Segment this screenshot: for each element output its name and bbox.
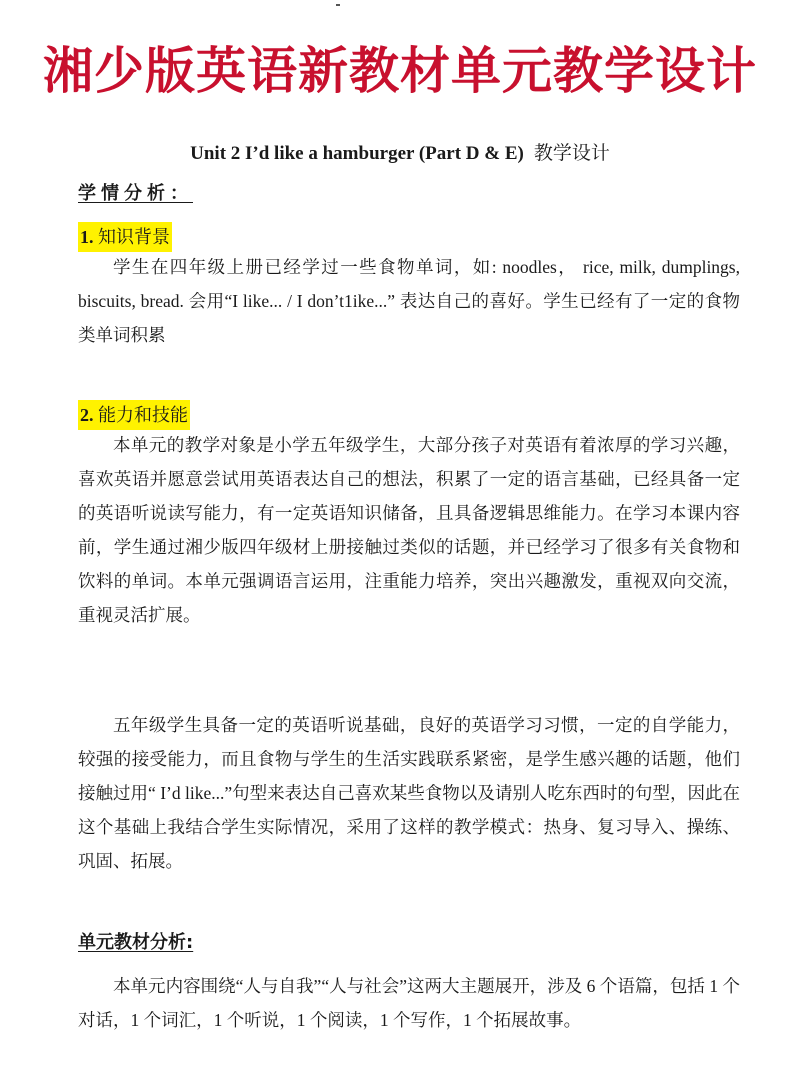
paragraph-unit-material-analysis: 本单元内容围绕“人与自我”“人与社会”这两大主题展开，涉及 6 个语篇，包括 1 个对话，1 个词汇，1 个听说，1 个阅读，1 个写作，1 个拓展故事。 bbox=[78, 976, 740, 1030]
subheading-ability-skills bbox=[78, 400, 190, 430]
paragraph-knowledge-background: 学生在四年级上册已经学过一些食物单词，如: noodles， rice, milk, dumplings, biscuits, bread. 会用“I like... / I don’t1ike...” 表达自己的喜好。学生已经有了一定的食物类单词积累 bbox=[78, 257, 740, 345]
subtitle-english: Unit 2 I’d like a hamburger (Part D & E) bbox=[190, 143, 524, 164]
paragraph-ability-skills-2: 五年级学生具备一定的英语听说基础，良好的英语学习习惯，一定的自学能力，较强的接受能力，而且食物与学生的生活实践联系紧密，是学生感兴趣的话题，他们接触过用“ I’d like...”句型来表达自己喜欢某些食物以及请别人吃东西时的句型，因此在这个基础上我结合学生实际情况，采用了这样的教学模式：热身、复习导入、操练、巩固、拓展。 bbox=[78, 715, 740, 871]
section-heading-student-analysis: 学情分析： bbox=[78, 183, 193, 204]
subheading-number: 1. bbox=[80, 227, 94, 247]
subheading-number: 2. bbox=[80, 405, 94, 425]
scan-mark bbox=[336, 4, 340, 6]
paragraph-ability-skills-1: 本单元的教学对象是小学五年级学生，大部分孩子对英语有着浓厚的学习兴趣，喜欢英语并愿意尝试用英语表达自己的想法，积累了一定的语言基础，已经具备一定的英语听说读写能力，有一定英语知识储备，且具备逻辑思维能力。在学习本课内容前，学生通过湘少版四年级材上册接触过类似的话题，并已经学习了很多有关食物和饮料的单词。本单元强调语言运用，注重能力培养，突出兴趣激发，重视双向交流，重视灵活扩展。 bbox=[78, 435, 740, 625]
subheading-title: 能力和技能 bbox=[98, 405, 188, 425]
subheading-knowledge-background bbox=[78, 222, 172, 252]
lesson-subtitle bbox=[0, 140, 800, 168]
subtitle-chinese: 教学设计 bbox=[533, 143, 610, 164]
subheading-title: 知识背景 bbox=[98, 227, 170, 247]
section-heading-unit-material-analysis: 单元教材分析: bbox=[78, 932, 194, 953]
banner-title: 湘少版英语新教材单元教学设计 bbox=[43, 42, 757, 100]
